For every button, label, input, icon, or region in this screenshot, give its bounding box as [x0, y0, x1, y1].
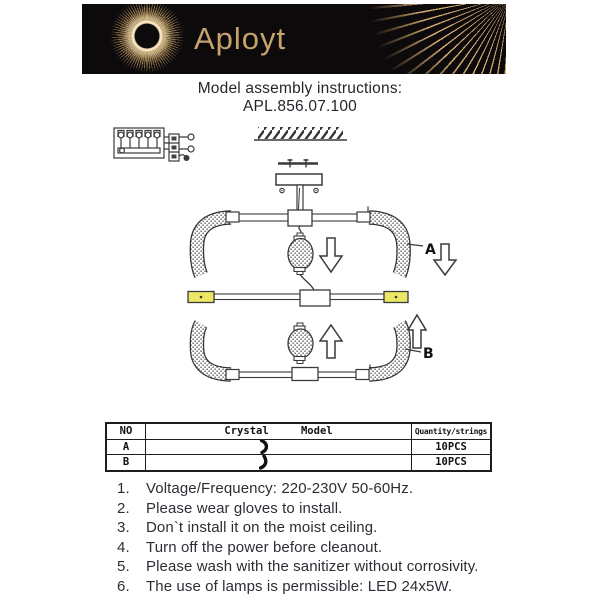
instruction-text: Don`t install it on the moist ceiling.: [146, 519, 378, 537]
instruction-number: 2.: [117, 499, 130, 517]
curved-tube-b-icon: [259, 455, 271, 470]
instruction-text: The use of lamps is permissible: LED 24x5W.: [146, 577, 453, 595]
title-block: [0, 80, 600, 115]
crystal-tube-a-right: [369, 218, 404, 276]
table-row-a-quantity: 10PCS: [411, 439, 490, 455]
instructions-list: [117, 479, 517, 597]
frame-b: [197, 315, 434, 381]
instruction-item: [117, 499, 517, 519]
crystal-pendant-a: [288, 226, 314, 290]
instruction-number: 4.: [117, 538, 130, 556]
table-row-b-no: B: [107, 454, 145, 470]
hanger-rod: [297, 185, 303, 212]
connector-block: [169, 134, 179, 161]
center-hub-body: [300, 290, 330, 306]
instruction-item: [117, 518, 517, 538]
terminal-screws: [118, 131, 160, 149]
table-row-b-quantity: 10PCS: [411, 454, 490, 470]
label-b: B: [423, 346, 434, 362]
fixture-body: [188, 290, 408, 306]
crystal-tube-b-left: [197, 324, 231, 375]
crystal-pendant-b: [288, 323, 313, 364]
instruction-number: 1.: [117, 480, 130, 497]
label-a: A: [425, 242, 436, 258]
instruction-number: 5.: [117, 558, 130, 576]
ceiling-hatch: [254, 127, 347, 140]
center-hub-a: [288, 210, 312, 226]
table-header-no: NO: [119, 425, 133, 438]
rays-decoration: [356, 4, 506, 74]
sunburst-logo-icon: [108, 4, 186, 74]
arrow-up-icon: [320, 325, 342, 358]
instruction-text: Please wear gloves to install.: [146, 499, 343, 517]
crystal-tube-b-right: [369, 324, 404, 375]
instruction-item: [117, 577, 517, 597]
brand-header: [82, 4, 506, 74]
table-row-b-model: [145, 454, 411, 470]
table-header-quantity: Quantity/strings: [411, 424, 490, 439]
table-row-a-no: A: [107, 439, 145, 455]
instruction-text: Please wash with the sanitizer without corrosivity.: [146, 558, 479, 576]
mounting-bracket: [278, 159, 318, 168]
table-header-model: Crystal Model: [145, 424, 411, 439]
crystal-tube-a-left: [197, 218, 231, 276]
instruction-item: [117, 557, 517, 577]
instruction-item: [117, 538, 517, 558]
center-hub-b: [292, 368, 318, 381]
brand-name: Aployt: [194, 21, 287, 56]
table-row-a-model: [145, 439, 411, 455]
page-title: Model assembly instructions:: [197, 80, 403, 97]
arrow-down-icon: [320, 238, 342, 272]
instruction-text: Voltage/Frequency: 220-230V 50-60Hz.: [146, 480, 414, 497]
instruction-text: Turn off the power before cleanout.: [146, 538, 383, 556]
instruction-number: 3.: [117, 519, 130, 537]
instruction-item: [117, 479, 517, 499]
ground-dot: [184, 155, 190, 161]
model-number: APL.856.07.100: [243, 97, 357, 115]
frame-a: [197, 207, 456, 291]
arrow-down-icon: [434, 244, 456, 275]
parts-table: [105, 422, 492, 472]
wiring-terminal-diagram: [114, 128, 194, 161]
curved-tube-a-icon: [259, 439, 271, 454]
assembly-diagram: [0, 118, 600, 418]
instruction-number: 6.: [117, 577, 130, 595]
